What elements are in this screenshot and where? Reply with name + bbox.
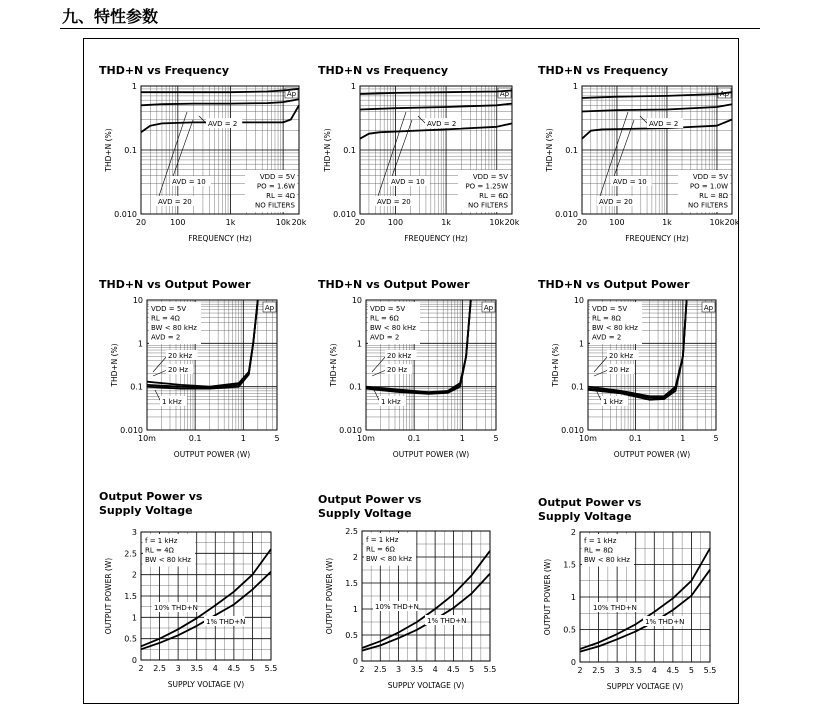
info-line: RL = 6Ω bbox=[479, 192, 508, 200]
info-line: BW < 80 kHz bbox=[584, 556, 630, 564]
chart-title: THD+N vs Output Power bbox=[318, 278, 470, 291]
series-line-avd-20 bbox=[141, 89, 299, 92]
info-line: f = 1 kHz bbox=[145, 537, 178, 545]
info-line: RL = 8Ω bbox=[584, 546, 613, 555]
x-tick-label: 4 bbox=[212, 664, 218, 673]
x-tick-label: 20 bbox=[576, 218, 588, 227]
info-line: AVD = 2 bbox=[592, 333, 622, 342]
annotation-label: AVD = 2 bbox=[208, 120, 238, 128]
annotation-label: AVD = 2 bbox=[427, 120, 457, 128]
y-axis-label: THD+N (%) bbox=[329, 343, 338, 387]
chart-svg bbox=[534, 62, 744, 244]
info-line: f = 1 kHz bbox=[584, 537, 617, 545]
y-tick-label: 1 bbox=[572, 82, 578, 91]
annotation-pointer bbox=[594, 370, 608, 376]
y-tick-label: 1 bbox=[350, 82, 356, 91]
chart-thd-vs-frequency-8ohm bbox=[534, 62, 744, 244]
y-tick-label: 1 bbox=[131, 613, 137, 623]
chart-power-vs-supply-6ohm bbox=[314, 493, 524, 695]
x-tick-label: 20k bbox=[291, 218, 307, 227]
x-axis-label: FREQUENCY (Hz) bbox=[404, 234, 468, 243]
x-tick-label: 10k bbox=[489, 218, 505, 227]
x-tick-label: 20k bbox=[504, 218, 520, 227]
y-axis-label: OUTPUT POWER (W) bbox=[104, 557, 113, 635]
annotation-label: AVD = 20 bbox=[599, 198, 633, 206]
x-tick-label: 2.5 bbox=[153, 664, 166, 673]
annotation-label: 10% THD+N bbox=[593, 604, 637, 612]
y-tick-label: 0.1 bbox=[343, 146, 356, 155]
annotation-label: AVD = 10 bbox=[391, 178, 425, 186]
y-axis-label: THD+N (%) bbox=[323, 128, 332, 172]
chart-thd-vs-power-6ohm bbox=[314, 276, 524, 468]
chart-power-vs-supply-8ohm bbox=[534, 496, 744, 695]
info-line: VDD = 5V bbox=[259, 173, 295, 181]
y-tick-label: 0.010 bbox=[114, 210, 137, 219]
y-tick-label: 3 bbox=[131, 528, 137, 537]
x-tick-label: 3.5 bbox=[629, 666, 643, 675]
info-line: VDD = 5V bbox=[151, 305, 187, 313]
x-tick-label: 3.5 bbox=[190, 664, 204, 673]
x-tick-label: 2 bbox=[138, 664, 144, 673]
info-line: BW < 80 kHz bbox=[145, 556, 191, 564]
annotation-label: 1 kHz bbox=[162, 398, 182, 406]
annotation-pointer bbox=[594, 356, 608, 372]
annotation-pointer bbox=[157, 112, 187, 202]
info-line: VDD = 5V bbox=[692, 173, 728, 181]
info-line: PO = 1.0W bbox=[689, 182, 728, 191]
chart-svg bbox=[95, 276, 305, 468]
annotation-label: 1% THD+N bbox=[645, 618, 685, 626]
y-axis-label: THD+N (%) bbox=[545, 128, 554, 172]
x-tick-label: 1k bbox=[225, 218, 236, 227]
x-tick-label: 2.5 bbox=[373, 665, 387, 674]
annotation-label: AVD = 10 bbox=[172, 178, 206, 186]
x-axis-label: OUTPUT POWER (W) bbox=[392, 450, 470, 459]
annotation-label: 20 Hz bbox=[168, 366, 189, 374]
annotation-label: 20 Hz bbox=[387, 366, 408, 374]
badge-label: Ap bbox=[286, 90, 297, 98]
chart-title: Supply Voltage bbox=[99, 504, 193, 517]
x-tick-label: 20 bbox=[354, 218, 366, 227]
annotation-label: 1 kHz bbox=[603, 398, 623, 406]
y-tick-label: 0.1 bbox=[130, 382, 143, 392]
info-line: RL = 8Ω bbox=[699, 192, 728, 200]
chart-title: THD+N vs Output Power bbox=[538, 278, 690, 291]
info-line: PO = 1.6W bbox=[256, 182, 295, 191]
info-line: AVD = 2 bbox=[370, 333, 400, 342]
x-tick-label: 5 bbox=[249, 664, 255, 673]
y-tick-label: 10 bbox=[351, 296, 362, 305]
x-tick-label: 5.5 bbox=[703, 666, 717, 675]
y-tick-label: 10 bbox=[573, 296, 584, 305]
badge-label: Ap bbox=[703, 304, 714, 312]
annotation-label: AVD = 2 bbox=[649, 120, 679, 128]
info-line: VDD = 5V bbox=[370, 305, 406, 313]
x-tick-label: 100 bbox=[387, 218, 404, 227]
x-tick-label: 2.5 bbox=[592, 666, 605, 675]
annotation-label: 1 kHz bbox=[381, 398, 401, 406]
chart-title: Supply Voltage bbox=[538, 510, 632, 523]
y-tick-label: 0 bbox=[570, 658, 576, 667]
info-line: NO FILTERS bbox=[467, 201, 508, 210]
chart-title: Output Power vs bbox=[99, 490, 203, 503]
y-tick-label: 10 bbox=[132, 296, 143, 305]
x-tick-label: 1 bbox=[680, 434, 686, 443]
x-tick-label: 5.5 bbox=[483, 665, 497, 674]
chart-title: THD+N vs Frequency bbox=[99, 64, 230, 77]
chart-thd-vs-power-4ohm bbox=[95, 276, 305, 468]
annotation-label: AVD = 20 bbox=[377, 198, 411, 206]
info-line: BW < 80 kHz bbox=[151, 324, 197, 332]
y-tick-label: 1 bbox=[137, 339, 143, 349]
y-tick-label: 1 bbox=[352, 605, 358, 614]
chart-svg bbox=[534, 496, 744, 695]
y-tick-label: 1 bbox=[578, 339, 584, 349]
x-tick-label: 100 bbox=[170, 218, 186, 227]
annotation-label: AVD = 10 bbox=[613, 178, 647, 186]
annotation-pointer bbox=[372, 370, 386, 376]
x-tick-label: 4.5 bbox=[666, 666, 680, 675]
section-heading: 九、特性参数 bbox=[62, 7, 159, 26]
chart-svg bbox=[314, 493, 524, 695]
x-axis-label: FREQUENCY (Hz) bbox=[188, 234, 252, 243]
y-tick-label: 1 bbox=[570, 593, 576, 602]
y-tick-label: 2.5 bbox=[345, 527, 358, 536]
y-tick-label: 0.010 bbox=[561, 426, 584, 435]
y-tick-label: 1.5 bbox=[345, 579, 358, 588]
chart-title: THD+N vs Frequency bbox=[318, 64, 449, 77]
badge-label: Ap bbox=[719, 90, 730, 98]
header-rule bbox=[60, 28, 760, 29]
x-tick-label: 20 bbox=[135, 218, 147, 227]
chart-svg bbox=[534, 276, 744, 468]
y-tick-label: 0 bbox=[352, 657, 358, 666]
annotation-pointer bbox=[418, 116, 426, 124]
y-tick-label: 0.010 bbox=[339, 426, 362, 435]
y-tick-label: 2.5 bbox=[124, 549, 137, 559]
annotation-label: AVD = 20 bbox=[158, 198, 192, 206]
series-line-avd-20 bbox=[582, 92, 732, 98]
x-tick-label: 4.5 bbox=[447, 665, 460, 674]
y-axis-label: THD+N (%) bbox=[551, 343, 560, 387]
x-tick-label: 2 bbox=[577, 666, 583, 675]
annotation-label: 20 Hz bbox=[609, 366, 630, 374]
badge-label: Ap bbox=[483, 304, 494, 312]
x-axis-label: OUTPUT POWER (W) bbox=[613, 450, 691, 459]
annotation-label: 10% THD+N bbox=[154, 604, 198, 612]
y-axis-label: THD+N (%) bbox=[104, 128, 113, 172]
info-line: RL = 4Ω bbox=[151, 314, 180, 323]
annotation-pointer bbox=[372, 356, 386, 372]
info-line: RL = 8Ω bbox=[592, 314, 621, 323]
chart-title: THD+N vs Output Power bbox=[99, 278, 251, 291]
y-axis-label: OUTPUT POWER (W) bbox=[543, 558, 552, 636]
x-tick-label: 3.5 bbox=[410, 665, 424, 674]
info-line: RL = 4Ω bbox=[145, 546, 174, 555]
info-line: NO FILTERS bbox=[687, 201, 728, 210]
x-tick-label: 2 bbox=[359, 665, 365, 674]
x-tick-label: 4 bbox=[432, 665, 438, 674]
y-tick-label: 0.010 bbox=[120, 426, 143, 435]
x-tick-label: 20k bbox=[724, 218, 740, 227]
x-tick-label: 10m bbox=[138, 434, 156, 443]
chart-svg bbox=[95, 490, 305, 695]
x-tick-label: 1 bbox=[240, 434, 246, 443]
annotation-pointer bbox=[153, 370, 167, 376]
y-axis-label: OUTPUT POWER (W) bbox=[325, 557, 334, 635]
info-line: VDD = 5V bbox=[592, 305, 628, 313]
x-tick-label: 0.1 bbox=[629, 434, 642, 443]
x-tick-label: 3 bbox=[614, 666, 620, 675]
x-tick-label: 3 bbox=[396, 665, 402, 674]
annotation-label: 10% THD+N bbox=[375, 603, 419, 611]
y-tick-label: 0.1 bbox=[565, 146, 578, 155]
x-tick-label: 0.1 bbox=[407, 434, 421, 443]
x-tick-label: 0.1 bbox=[188, 434, 202, 443]
x-axis-label: SUPPLY VOLTAGE (V) bbox=[387, 681, 465, 690]
info-line: NO FILTERS bbox=[254, 201, 295, 210]
info-line: VDD = 5V bbox=[472, 173, 508, 181]
x-tick-label: 10m bbox=[357, 434, 375, 443]
x-tick-label: 10k bbox=[275, 218, 291, 227]
annotation-label: 1% THD+N bbox=[206, 618, 246, 626]
y-tick-label: 0.5 bbox=[124, 634, 137, 644]
x-tick-label: 5.5 bbox=[264, 664, 278, 673]
chart-svg bbox=[314, 62, 524, 244]
y-tick-label: 0.010 bbox=[333, 210, 356, 219]
x-tick-label: 5 bbox=[493, 434, 499, 443]
chart-power-vs-supply-4ohm bbox=[95, 490, 305, 695]
annotation-pointer bbox=[598, 112, 628, 202]
x-tick-label: 1k bbox=[662, 218, 672, 227]
y-tick-label: 1.5 bbox=[563, 560, 576, 570]
y-tick-label: 0.5 bbox=[345, 631, 358, 640]
x-axis-label: SUPPLY VOLTAGE (V) bbox=[606, 682, 684, 691]
info-line: BW < 80 kHz bbox=[370, 324, 416, 332]
x-tick-label: 10k bbox=[709, 218, 725, 227]
info-line: RL = 4Ω bbox=[266, 192, 295, 200]
chart-thd-vs-power-8ohm bbox=[534, 276, 744, 468]
x-tick-label: 5 bbox=[688, 666, 694, 675]
info-line: RL = 6Ω bbox=[370, 314, 399, 323]
annotation-pointer bbox=[640, 116, 648, 124]
annotation-label: 20 kHz bbox=[609, 352, 634, 360]
x-tick-label: 100 bbox=[609, 218, 625, 227]
info-line: f = 1 kHz bbox=[366, 536, 399, 544]
series-line-avd-10 bbox=[360, 104, 512, 110]
annotation-label: 1% THD+N bbox=[427, 617, 467, 625]
x-axis-label: SUPPLY VOLTAGE (V) bbox=[167, 680, 245, 689]
badge-label: Ap bbox=[264, 304, 275, 312]
chart-title: Output Power vs bbox=[318, 493, 422, 506]
info-line: AVD = 2 bbox=[151, 333, 181, 342]
info-line: BW < 80 kHz bbox=[592, 324, 638, 332]
x-tick-label: 1 bbox=[459, 434, 465, 443]
y-tick-label: 2 bbox=[570, 528, 576, 537]
x-tick-label: 4.5 bbox=[227, 664, 241, 673]
x-tick-label: 4 bbox=[651, 666, 657, 675]
annotation-label: 20 kHz bbox=[168, 352, 193, 360]
x-tick-label: 3 bbox=[175, 664, 181, 673]
chart-title: THD+N vs Frequency bbox=[538, 64, 669, 77]
info-line: RL = 6Ω bbox=[366, 545, 395, 554]
badge-label: Ap bbox=[499, 90, 510, 98]
x-tick-label: 5 bbox=[469, 665, 475, 674]
y-tick-label: 2 bbox=[352, 553, 358, 562]
y-tick-label: 1.5 bbox=[124, 592, 137, 601]
x-tick-label: 1k bbox=[441, 218, 451, 227]
chart-thd-vs-frequency-4ohm bbox=[95, 62, 305, 244]
x-axis-label: FREQUENCY (Hz) bbox=[625, 234, 689, 243]
y-tick-label: 1 bbox=[131, 82, 137, 91]
annotation-pointer bbox=[376, 112, 406, 202]
y-tick-label: 0.010 bbox=[555, 210, 578, 219]
y-tick-label: 0.1 bbox=[124, 146, 137, 155]
y-tick-label: 1 bbox=[356, 339, 362, 349]
y-tick-label: 0 bbox=[131, 656, 137, 665]
chart-svg bbox=[95, 62, 305, 244]
x-tick-label: 5 bbox=[713, 434, 719, 443]
chart-title: Supply Voltage bbox=[318, 507, 412, 520]
info-line: PO = 1.25W bbox=[465, 182, 508, 191]
annotation-pointer bbox=[153, 356, 167, 372]
x-axis-label: OUTPUT POWER (W) bbox=[173, 450, 251, 459]
annotation-label: 20 kHz bbox=[387, 352, 412, 360]
x-tick-label: 10m bbox=[579, 434, 597, 443]
chart-thd-vs-frequency-6ohm bbox=[314, 62, 524, 244]
chart-title: Output Power vs bbox=[538, 496, 642, 509]
y-tick-label: 0.1 bbox=[349, 382, 362, 392]
info-line: BW < 80 kHz bbox=[366, 555, 412, 563]
y-tick-label: 0.1 bbox=[571, 382, 584, 392]
y-axis-label: THD+N (%) bbox=[110, 343, 119, 387]
x-tick-label: 5 bbox=[274, 434, 280, 443]
y-tick-label: 2 bbox=[131, 570, 137, 580]
chart-svg bbox=[314, 276, 524, 468]
y-tick-label: 0.5 bbox=[563, 625, 576, 635]
